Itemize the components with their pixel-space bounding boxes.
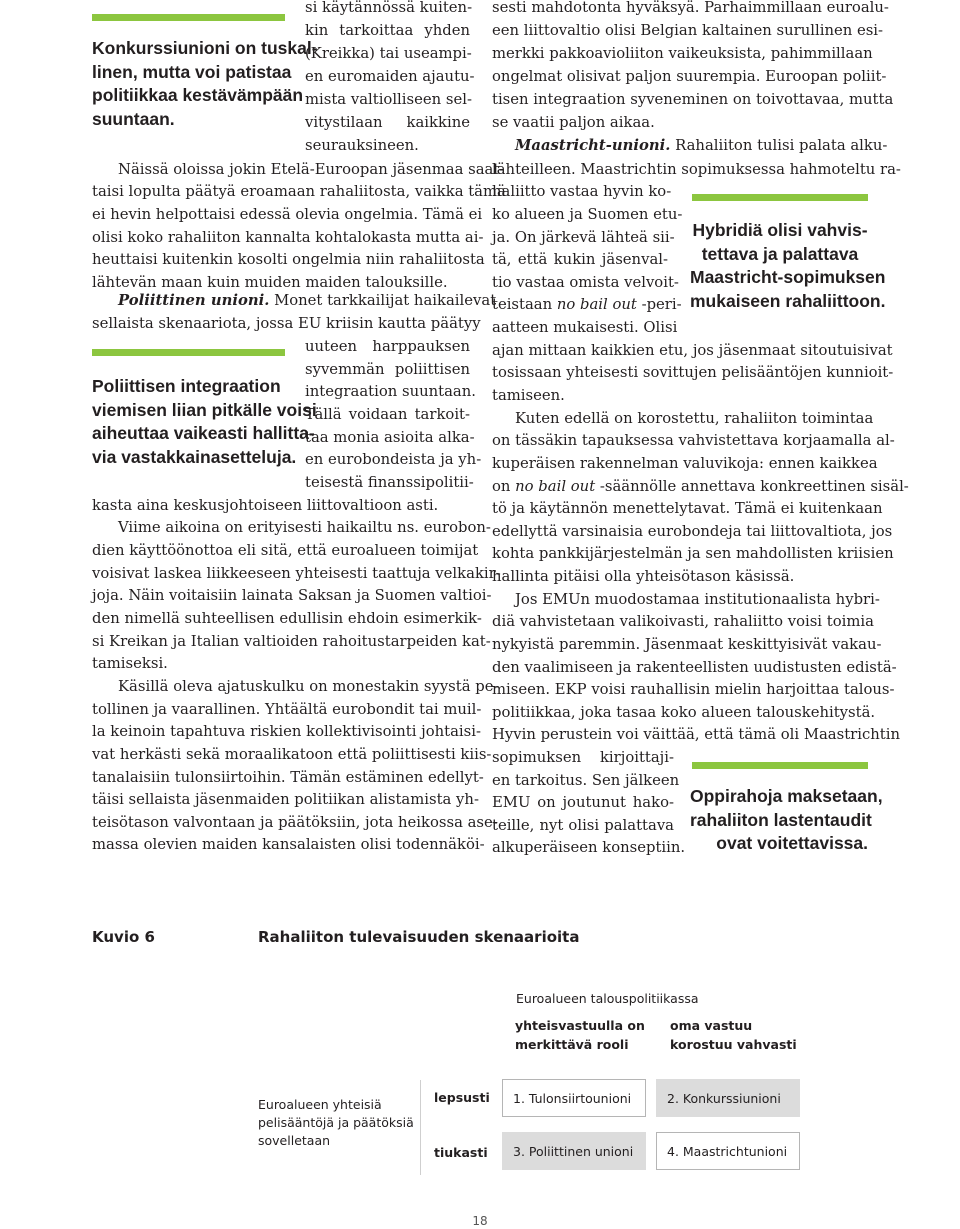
text-line: ongelmat olisivat paljon suurempia. Euroopan poliit- [492, 68, 887, 85]
text-line: den nimellä suhteellisen edullisin ehdoin esimerkik- [92, 610, 482, 627]
text-line: en tarkoitus. Sen jälkeen [492, 772, 680, 789]
text-line: heuttaisi kuitenkin kosolti ongelmia niin rahaliitosta [92, 251, 485, 268]
text-line: tamiseksi. [92, 655, 168, 672]
text-line: Käsillä oleva ajatuskulku on monestakin syystä pe- [118, 678, 499, 695]
matrix-cell-poliittinen-unioni: 3. Poliittinen unioni [502, 1132, 646, 1170]
text-line: teille, nyt olisi palattava [492, 817, 674, 834]
text-line: alkuperäiseen konseptiin. [492, 839, 686, 856]
text-span: -säännölle annettava konkreettinen sisäl- [595, 478, 909, 495]
text-line: lähteilleen. Maastrichtin sopimuksessa hahmoteltu ra- [492, 161, 901, 178]
text-line: voisivat laskea liikkeeseen yhteisesti taattuja velkakir- [92, 565, 501, 582]
pullquote-line: Oppirahoja maksetaan, [690, 786, 883, 806]
text-line: se vaatii paljon aikaa. [492, 114, 655, 131]
figure-title: Rahaliiton tulevaisuuden skenaarioita [258, 928, 580, 946]
page-number: 18 [472, 1214, 488, 1228]
text-line: täisi sellaista jäsenmaiden politiikan alistamista yh- [92, 791, 479, 808]
text-line: ja. On järkevä lähteä sii- [492, 229, 675, 246]
text-line: mista valtiolliseen sel- [305, 91, 472, 108]
text-line: on tässäkin tapauksessa vahvistettava korjaamalla al- [492, 432, 895, 449]
text-line: kin tarkoittaa yhden [305, 22, 470, 39]
text-line: aatteen mukaisesti. Olisi [492, 319, 678, 336]
text-line: kuperäisen rakennelman valuvikoja: ennen kaikkea [492, 455, 878, 472]
matrix-row-label-top: lepsusti [434, 1090, 490, 1105]
text-line: diä vahvistetaan valikoivasti, rahaliitto voisi toimia [492, 613, 874, 630]
text-span: on [492, 478, 516, 495]
text-line: den vaalimiseen ja rakenteellisten uudistusten edistä- [492, 659, 897, 676]
text-line: syvemmän poliittisen [305, 361, 470, 378]
text-line: la keinoin tapahtuva riskien kollektivisointi johtaisi- [92, 723, 481, 740]
pullquote-konkurssiunioni [92, 37, 318, 131]
text-line: taisi lopulta päätyä eroamaan rahaliitosta, vaikka tämä [92, 183, 506, 200]
text-line: (Kreikka) tai useampi- [305, 45, 472, 62]
text-line: seurauksineen. [305, 137, 419, 154]
text-line: si Kreikan ja Italian valtioiden rahoitustarpeiden kat- [92, 633, 491, 650]
text-line: politiikkaa, joka tasaa koko alueen talouskehitystä. [492, 704, 876, 721]
matrix-column-header-right: oma vastuu [670, 1018, 753, 1033]
text-line [492, 475, 909, 498]
text-span: Rahaliiton tulisi palata alku- [670, 137, 888, 154]
pullquote-oppirahoja [690, 785, 883, 856]
text-line: ei hevin helpottaisi edessä olevia ongelmia. Tämä ei [92, 206, 483, 223]
text-line [118, 289, 496, 312]
text-line: ajan mittaan kaikkien etu, jos jäsenmaat sitoutuisivat [492, 342, 893, 359]
pullquote-line: rahaliiton lastentaudit [690, 809, 872, 830]
text-line: nykyistä paremmin. Jäsenmaat keskittyisivät vakau- [492, 636, 882, 653]
text-line: miseen. EKP voisi rauhallisin mielin harjoittaa talous- [492, 681, 895, 698]
text-line: sesti mahdotonta hyväksyä. Parhaimmillaan euroalu- [492, 0, 889, 16]
text-line [492, 293, 682, 316]
pullquote-poliittinen-integraatio [92, 375, 317, 469]
matrix-row-header: sovelletaan [258, 1133, 331, 1148]
pullquote-hybridi [690, 219, 886, 313]
matrix-column-header-left: merkittävä rooli [515, 1037, 629, 1052]
text-line: en eurobondeista ja yh- [305, 451, 482, 468]
text-line [515, 134, 887, 157]
text-line: merkki pakkoavioliiton vaikeuksista, pahimmillaan [492, 45, 873, 62]
matrix-cell-konkurssiunioni: 2. Konkurssiunioni [656, 1079, 800, 1117]
matrix-divider [420, 1080, 421, 1175]
text-line: tosissaan yhteisesti sovittujen pelisääntöjen kunnioit- [492, 364, 894, 381]
pullquote-line: viemisen liian pitkälle voisi [92, 399, 317, 420]
pullquote-line: Poliittisen integraation [92, 376, 281, 396]
matrix-top-header: Euroalueen talouspolitiikassa [516, 991, 699, 1006]
matrix-column-header-left: yhteisvastuulla on [515, 1018, 645, 1033]
pullquote-line: linen, mutta voi patistaa [92, 61, 292, 82]
text-line: tisen integraation syveneminen on toivottavaa, mutta [492, 91, 894, 108]
text-line: en euromaiden ajautu- [305, 68, 475, 85]
accent-bar [92, 349, 285, 356]
matrix-cell-maastrichtunioni: 4. Maastrichtunioni [656, 1132, 800, 1170]
accent-bar [692, 194, 868, 201]
pullquote-line: Hybridiä olisi vahvis- [692, 220, 868, 240]
text-span: teistaan [492, 296, 557, 313]
text-line: olisi koko rahaliiton kannalta kohtalokasta mutta ai- [92, 229, 484, 246]
text-line: tö ja käytännön menettelytavat. Tämä ei kuitenkaan [492, 500, 883, 517]
text-line: vat herkästi sekä moraalikatoon että poliittisesti kiis- [92, 746, 492, 763]
accent-bar [92, 14, 285, 21]
text-line: Kuten edellä on korostettu, rahaliiton toimintaa [515, 410, 874, 427]
text-line: edellyttä varsinaisia eurobondeja tai liittovaltiota, jos [492, 523, 893, 540]
text-line: vitystilaan kaikkine [305, 114, 470, 131]
text-line: ko alueen ja Suomen etu- [492, 206, 683, 223]
text-line: joja. Näin voitaisiin lainata Saksan ja Suomen valtioi- [92, 587, 492, 604]
text-line: taa monia asioita alka- [305, 429, 475, 446]
text-line: lähtevän maan kuin muiden maiden talouksille. [92, 274, 448, 291]
pullquote-line: suuntaan. [92, 108, 175, 129]
pullquote-line: Maastricht-sopimuksen [690, 267, 886, 287]
figure-label: Kuvio 6 [92, 928, 155, 946]
text-line: kohta pankkijärjestelmän ja sen mahdollisten kriisien [492, 545, 894, 562]
text-line: EMU on joutunut hako- [492, 794, 674, 811]
text-line: haliitto vastaa hyvin ko- [492, 183, 672, 200]
matrix-row-header: pelisääntöjä ja päätöksiä [258, 1115, 414, 1130]
pullquote-line: ovat voitettavissa. [716, 833, 868, 853]
text-span: -peri- [636, 296, 682, 313]
text-line: Näissä oloissa jokin Etelä-Euroopan jäsenmaa saat- [118, 161, 505, 178]
text-line: sopimuksen kirjoittaji- [492, 749, 674, 766]
pullquote-line: mukaiseen rahaliittoon. [690, 290, 886, 311]
text-line: sellaista skenaariota, jossa EU kriisin kautta päätyy [92, 315, 481, 332]
pullquote-line: via vastakkainasetteluja. [92, 446, 297, 467]
section-head-poliittinen-unioni: Poliittinen unioni. [118, 292, 270, 309]
matrix-cell-tulonsiirtounioni: 1. Tulonsiirtounioni [502, 1079, 646, 1117]
text-span-italic: no bail out [556, 296, 637, 313]
text-line: Tällä voidaan tarkoit- [305, 406, 470, 423]
text-line: tanalaisiin tulonsiirtoihin. Tämän estäminen edellyt- [92, 769, 484, 786]
text-line: tä, että kukin jäsenval- [492, 251, 668, 268]
text-line: Viime aikoina on erityisesti haikailtu ns. eurobon- [118, 519, 491, 536]
text-line: een liittovaltio olisi Belgian kaltainen surullinen esi- [492, 22, 884, 39]
pullquote-line: politiikkaa kestävämpään [92, 85, 304, 105]
text-line: teisestä finanssipolitii- [305, 474, 474, 491]
text-line: Jos EMUn muodostamaa institutionaalista hybri- [515, 591, 880, 608]
text-span-italic: no bail out [515, 478, 596, 495]
pullquote-line: tettava ja palattava [701, 243, 859, 264]
matrix-row-header: Euroalueen yhteisiä [258, 1097, 382, 1112]
pullquote-line: aiheuttaa vaikeasti hallitta- [92, 423, 315, 443]
text-line: Hyvin perustein voi väittää, että tämä oli Maastrichtin [492, 726, 900, 743]
text-line: integraation suuntaan. [305, 383, 476, 400]
text-line: tio vastaa omista velvoit- [492, 274, 679, 291]
section-head-maastricht-unioni: Maastricht-unioni. [515, 137, 671, 154]
accent-bar [692, 762, 868, 769]
text-line: tollinen ja vaarallinen. Yhtäältä eurobondit tai muil- [92, 701, 482, 718]
matrix-column-header-right: korostuu vahvasti [670, 1037, 797, 1052]
text-line: massa olevien maiden kansalaisten olisi todennäköi- [92, 836, 485, 853]
matrix-row-label-bottom: tiukasti [434, 1145, 488, 1160]
text-line: hallinta pitäisi olla yhteisötason käsissä. [492, 568, 795, 585]
text-line: si käytännössä kuiten- [305, 0, 473, 16]
text-span: Monet tarkkailijat haikailevat [269, 292, 497, 309]
text-line: teisötason valvontaan ja päätöksiin, jota heikossa ase- [92, 814, 498, 831]
text-line: dien käyttöönottoa eli sitä, että euroalueen toimijat [92, 542, 479, 559]
text-line: tamiseen. [492, 387, 565, 404]
text-line: kasta aina keskusjohtoiseen liittovaltioon asti. [92, 497, 439, 514]
pullquote-line: Konkurssiunioni on tuskal- [92, 38, 318, 58]
text-line: uuteen harppauksen [305, 338, 470, 355]
